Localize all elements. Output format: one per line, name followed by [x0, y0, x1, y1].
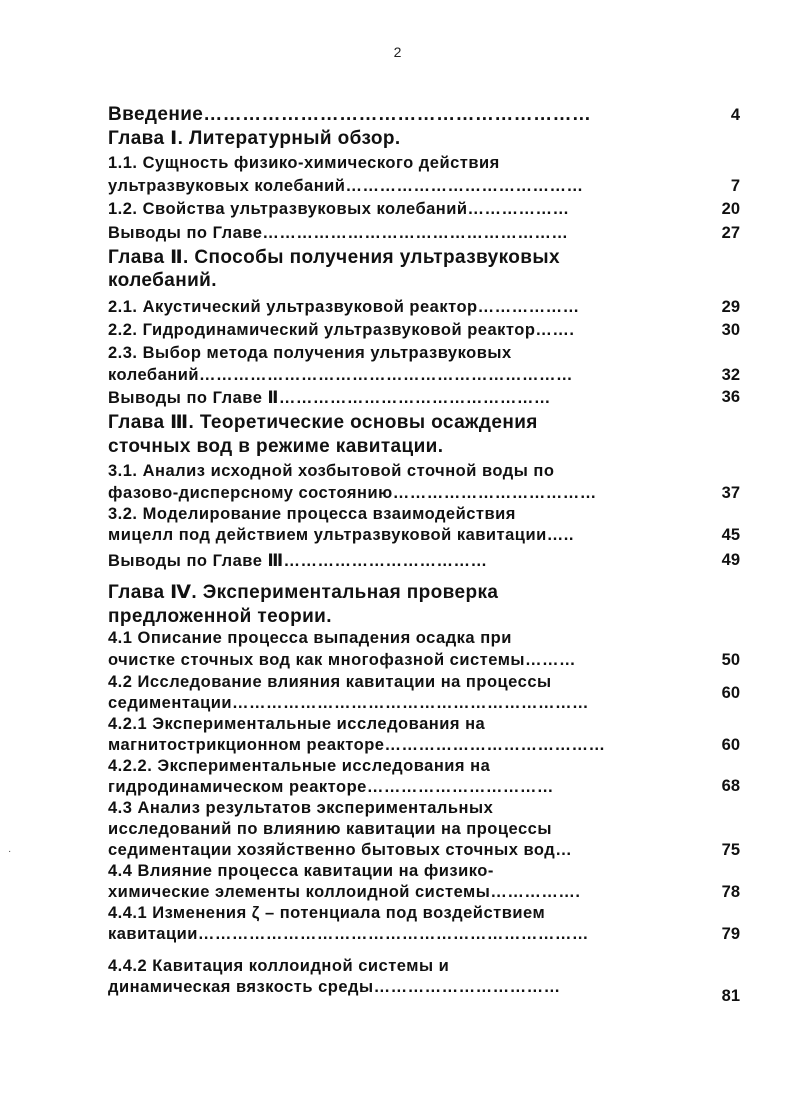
toc-section-2-1-title: 2.1. Акустический ультразвуковой реактор……………… — [108, 298, 580, 316]
toc-section-4-4-2-line2: динамическая вязкость среды…………………………… — [108, 978, 561, 996]
toc-section-4-4-page: 78 — [721, 883, 740, 901]
toc-conclusions-3-title — [108, 551, 488, 571]
toc-section-1-2-page: 20 — [721, 200, 740, 218]
toc-section-4-4-line1: 4.4 Влияние процесса кавитации на физико- — [108, 862, 494, 880]
toc-section-3-2-line1: 3.2. Моделирование процесса взаимодействия — [108, 505, 516, 523]
toc-section-3-2-page: 45 — [721, 526, 740, 544]
toc-conclusions-2-page: 36 — [721, 388, 740, 406]
toc-section-3-1-line2: фазово-дисперсному состоянию……………………………… — [108, 484, 597, 502]
toc-section-1-1-line1: 1.1. Сущность физико-химического действия — [108, 154, 500, 172]
toc-conclusions-3-label: Выводы по Главе Ⅲ — [108, 552, 284, 570]
toc-section-4-3-page: 75 — [721, 841, 740, 859]
toc-section-4-4-2-page: 81 — [721, 987, 740, 1005]
toc-conclusions-1-page: 27 — [721, 224, 740, 242]
page-number: 2 — [393, 44, 402, 60]
toc-section-4-2-2-line2 — [108, 778, 554, 797]
toc-section-4-2-1-line2: магнитострикционном реакторе………………………………… — [108, 736, 606, 754]
toc-section-4-2-line1: 4.2 Исследование влияния кавитации на процессы — [108, 673, 552, 691]
toc-section-1-1-page: 7 — [730, 177, 740, 195]
toc-conclusions-3-page: 49 — [721, 551, 740, 569]
toc-section-1-2-title: 1.2. Свойства ультразвуковых колебаний……………… — [108, 200, 570, 218]
toc-section-2-1-page: 29 — [721, 298, 740, 316]
toc-section-3-1-line1: 3.1. Анализ исходной хозбытовой сточной воды по — [108, 462, 555, 480]
toc-section-4-2-2-line1: 4.2.2. Экспериментальные исследования на — [108, 757, 491, 775]
toc-conclusions-3-leader: ……………………………… — [283, 552, 488, 570]
toc-section-3-2-line2: мицелл под действием ультразвуковой кавитации….. — [108, 526, 574, 544]
toc-section-4-3-line1: 4.3 Анализ результатов экспериментальных — [108, 799, 494, 817]
toc-section-4-2-2-label: гидродинамическом реакторе — [108, 778, 367, 796]
toc-chapter-4-line2: предложенной теории. — [108, 606, 332, 627]
toc-conclusions-2-title: Выводы по Главе Ⅱ………………………………………… — [108, 389, 551, 407]
toc-chapter-4-line1: Глава Ⅳ. Экспериментальная проверка — [108, 582, 499, 603]
scan-speck: · — [8, 846, 12, 857]
toc-section-4-3-line2: исследований по влиянию кавитации на процессы — [108, 820, 552, 838]
toc-section-4-4-1-page: 79 — [721, 925, 740, 943]
toc-section-3-1-page: 37 — [721, 484, 740, 502]
toc-section-4-4-line2: химические элементы коллоидной системы……………. — [108, 883, 581, 901]
toc-chapter-3-line2: сточных вод в режиме кавитации. — [108, 436, 444, 457]
toc-chapter-2-line1: Глава Ⅱ. Способы получения ультразвуковых — [108, 247, 560, 268]
toc-section-2-3-line2: колебаний………………………………………………………… — [108, 366, 574, 384]
toc-section-4-4-2-line1: 4.4.2 Кавитация коллоидной системы и — [108, 957, 450, 975]
toc-section-1-1-line2: ультразвуковых колебаний…………………………………… — [108, 177, 584, 195]
toc-conclusions-1-title: Выводы по Главе……………………………………………… — [108, 224, 569, 242]
toc-section-2-2-page: 30 — [721, 321, 740, 339]
toc-chapter-2-line2: колебаний. — [108, 270, 217, 291]
toc-section-4-2-1-page: 60 — [721, 736, 740, 754]
toc-section-4-2-line2: седиментации……………………………………………………… — [108, 694, 590, 712]
toc-section-2-3-page: 32 — [721, 366, 740, 384]
toc-section-4-1-page: 50 — [721, 651, 740, 669]
toc-section-4-1-line2: очистке сточных вод как многофазной системы……… — [108, 651, 577, 669]
toc-section-4-2-1-line1: 4.2.1 Экспериментальные исследования на — [108, 715, 486, 733]
toc-intro-page: 4 — [730, 106, 740, 124]
toc-chapter-3-line1: Глава Ⅲ. Теоретические основы осаждения — [108, 412, 538, 433]
toc-section-4-2-2-leader: …………………………… — [366, 778, 554, 796]
toc-section-2-3-line1: 2.3. Выбор метода получения ультразвуковых — [108, 344, 512, 362]
toc-chapter-1-title: Глава Ⅰ. Литературный обзор. — [108, 128, 401, 149]
toc-section-4-1-line1: 4.1 Описание процесса выпадения осадка при — [108, 629, 512, 647]
toc-section-4-2-2-page: 68 — [721, 777, 740, 795]
toc-section-2-2-title: 2.2. Гидродинамический ультразвуковой реактор……. — [108, 321, 575, 339]
toc-section-4-2-page: 60 — [721, 684, 740, 702]
toc-section-4-4-1-line2: кавитации…………………………………………………………… — [108, 925, 589, 943]
toc-intro-title: Введение…………………………………………………… — [108, 104, 592, 125]
toc-section-4-4-1-line1: 4.4.1 Изменения ζ – потенциала под воздействием — [108, 904, 546, 922]
toc-section-4-3-line3: седиментации хозяйственно бытовых сточных вод… — [108, 841, 573, 859]
